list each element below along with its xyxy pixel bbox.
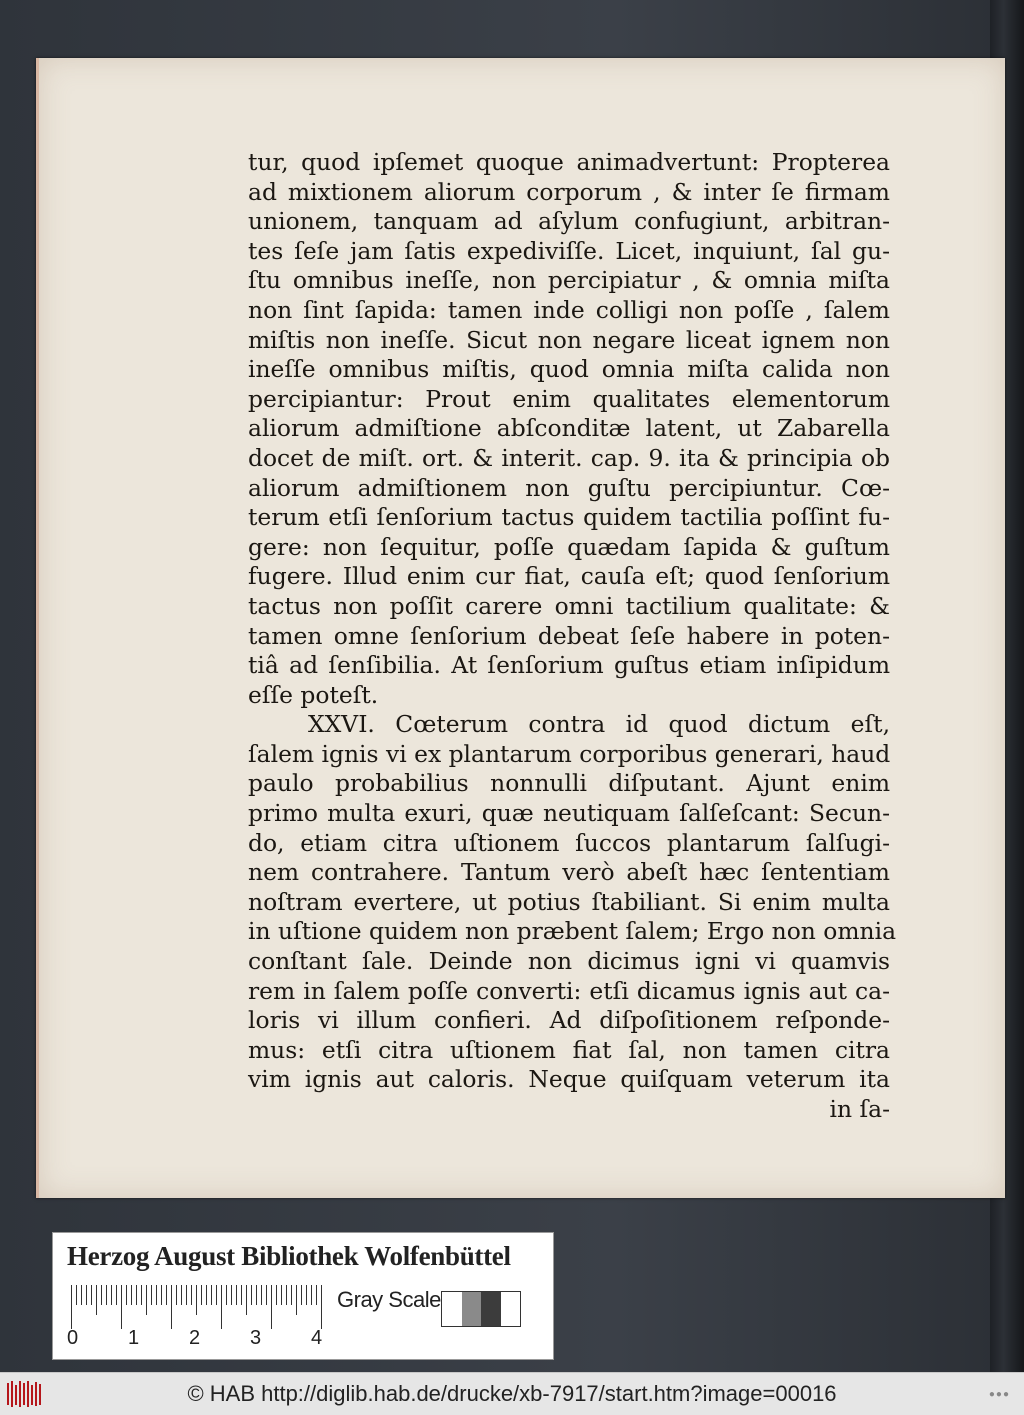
ruler-tick	[231, 1285, 232, 1305]
ruler-tick	[181, 1285, 182, 1305]
ruler-tick	[211, 1285, 212, 1305]
library-name: Herzog August Bibliothek Wolfenbüttel	[67, 1241, 511, 1271]
ruler-tick	[86, 1285, 87, 1305]
ruler-tick	[106, 1285, 107, 1305]
gray-scale-swatches	[441, 1291, 521, 1327]
ruler-tick	[281, 1285, 282, 1305]
text-line: tiâ ad ſenſibilia. At ſenſorium guſtus etiam inſipidum	[248, 651, 890, 680]
ruler-tick	[276, 1285, 277, 1305]
ruler-tick	[91, 1285, 92, 1305]
gray-swatch	[462, 1292, 482, 1326]
ruler-tick	[286, 1285, 287, 1305]
gray-swatch	[481, 1292, 501, 1326]
ruler-tick	[221, 1285, 222, 1329]
text-line: vim ignis aut caloris. Neque quiſquam veterum ita	[248, 1065, 890, 1094]
gray-swatch	[501, 1292, 521, 1326]
scale-ruler	[71, 1285, 321, 1329]
text-line: noſtram evertere, ut potius ſtabiliant. Si enim multa	[248, 887, 890, 916]
ruler-tick	[296, 1285, 297, 1315]
ruler-tick	[71, 1285, 72, 1329]
ruler-tick	[236, 1285, 237, 1305]
footer-copyright-url[interactable]: © HAB http://diglib.hab.de/drucke/xb-7917/start.htm?image=00016	[187, 1381, 837, 1406]
text-line: conſtant ſale. Deinde non dicimus igni vi quamvis	[248, 947, 890, 976]
text-line: nem contrahere. Tantum verò abeſt hæc ſententiam	[248, 858, 890, 887]
ruler-tick	[201, 1285, 202, 1305]
gray-scale-label: Gray Scale	[337, 1287, 441, 1312]
text-line: paulo probabilius nonnulli diſputant. Ajunt enim	[248, 769, 890, 798]
ruler-tick	[266, 1285, 267, 1305]
ruler-number: 0	[67, 1327, 79, 1349]
page-text	[248, 148, 897, 1125]
text-line: ad mixtionem aliorum corporum , & inter ſe firmam	[248, 177, 890, 206]
ruler-tick	[261, 1285, 262, 1305]
ruler-tick	[171, 1285, 172, 1329]
ruler-tick	[306, 1285, 307, 1305]
catchword: in ſa-	[829, 1095, 890, 1123]
ruler-tick	[121, 1285, 122, 1329]
text-line: fugere. Illud enim cur fiat, cauſa eſt; quod ſenſorium	[248, 562, 890, 591]
ruler-tick	[81, 1285, 82, 1305]
ruler-tick	[166, 1285, 167, 1305]
ruler-tick	[241, 1285, 242, 1305]
text-line: gere: non ſequitur, poſſe quædam ſapida & guſtum	[248, 532, 890, 561]
ruler-number: 3	[250, 1327, 262, 1349]
ruler-tick	[316, 1285, 317, 1305]
text-line: rem in ſalem poſſe converti: etſi dicamus ignis aut ca-	[248, 976, 890, 1005]
ruler-tick	[101, 1285, 102, 1305]
text-line: percipiantur: Prout enim qualitates elementorum	[248, 384, 890, 413]
text-line: unionem, tanquam ad aſylum confugiunt, arbitran-	[248, 207, 890, 236]
ruler-number: 1	[128, 1327, 140, 1349]
ruler-tick	[116, 1285, 117, 1305]
ruler-tick	[256, 1285, 257, 1305]
text-line: tes ſeſe jam ſatis expediviſſe. Licet, inquiunt, ſal gu-	[248, 236, 890, 265]
text-line: primo multa exuri, quæ neutiquam ſalſeſcant: Secun-	[248, 799, 890, 828]
ruler-tick	[146, 1285, 147, 1315]
gray-swatch	[442, 1292, 462, 1326]
ruler-tick	[76, 1285, 77, 1305]
ruler-tick	[206, 1285, 207, 1305]
text-line: in uſtione quidem non præbent ſalem; Ergo non omnia	[248, 917, 897, 946]
ruler-tick	[196, 1285, 197, 1315]
footer-bar	[0, 1372, 1024, 1415]
ruler-tick	[156, 1285, 157, 1305]
ruler-number: 2	[189, 1327, 201, 1349]
text-line: tactus non poſſit carere omni tactilium qualitate: &	[248, 591, 890, 620]
ruler-tick	[321, 1285, 322, 1329]
ruler-tick	[131, 1285, 132, 1305]
text-line: ineſſe omnibus miſtis, quod omnia miſta calida non	[248, 355, 890, 384]
text-line: ſtu omnibus ineſſe, non percipiatur , & omnia miſta	[248, 266, 890, 295]
text-line: do, etiam citra uſtionem ſuccos plantarum ſalſugi-	[248, 828, 890, 857]
footer-dots-icon: ●●●	[988, 1389, 1010, 1400]
text-line: terum etſi ſenſorium tactus quidem tactilia poſſint fu-	[248, 503, 890, 532]
ruler-tick	[271, 1285, 272, 1329]
text-line: loris vi illum confieri. Ad diſpoſitionem reſponde-	[248, 1006, 890, 1035]
ruler-tick	[191, 1285, 192, 1305]
ruler-tick	[291, 1285, 292, 1305]
text-line: aliorum admiſtionem non guſtu percipiuntur. Cœ-	[248, 473, 890, 502]
ruler-tick	[246, 1285, 247, 1315]
ruler-number: 4	[311, 1327, 323, 1349]
ruler-tick	[216, 1285, 217, 1305]
text-line: eſſe poteſt.	[248, 680, 379, 709]
ruler-tick	[151, 1285, 152, 1305]
ruler-tick	[176, 1285, 177, 1305]
text-line: miſtis non ineſſe. Sicut non negare liceat ignem non	[248, 325, 890, 354]
ruler-tick	[96, 1285, 97, 1315]
ruler-tick	[186, 1285, 187, 1305]
ruler-tick	[136, 1285, 137, 1305]
text-line: docet de miſt. ort. & interit. cap. 9. ita & principia ob	[248, 443, 890, 472]
library-color-card	[52, 1232, 554, 1360]
text-line: non ſint ſapida: tamen inde colligi non poſſe , ſalem	[248, 295, 890, 324]
ruler-tick	[251, 1285, 252, 1305]
text-line: mus: etſi citra uſtionem fiat ſal, non tamen citra	[248, 1035, 890, 1064]
ruler-tick	[161, 1285, 162, 1305]
ruler-tick	[311, 1285, 312, 1305]
ruler-tick	[226, 1285, 227, 1305]
text-line: XXVI. Cœterum contra id quod dictum eſt,	[308, 710, 890, 739]
text-line: aliorum admiſtione abſconditæ latent, ut Zabarella	[248, 414, 890, 443]
ruler-tick	[301, 1285, 302, 1305]
ruler-tick	[111, 1285, 112, 1305]
ruler-tick	[141, 1285, 142, 1305]
text-line: ſalem ignis vi ex plantarum corporibus generari, haud	[248, 739, 891, 768]
ruler-tick	[126, 1285, 127, 1305]
text-line: tamen omne ſenſorium debeat ſeſe habere in poten-	[248, 621, 890, 650]
text-line: tur, quod ipſemet quoque animadvertunt: Propterea	[248, 148, 890, 176]
